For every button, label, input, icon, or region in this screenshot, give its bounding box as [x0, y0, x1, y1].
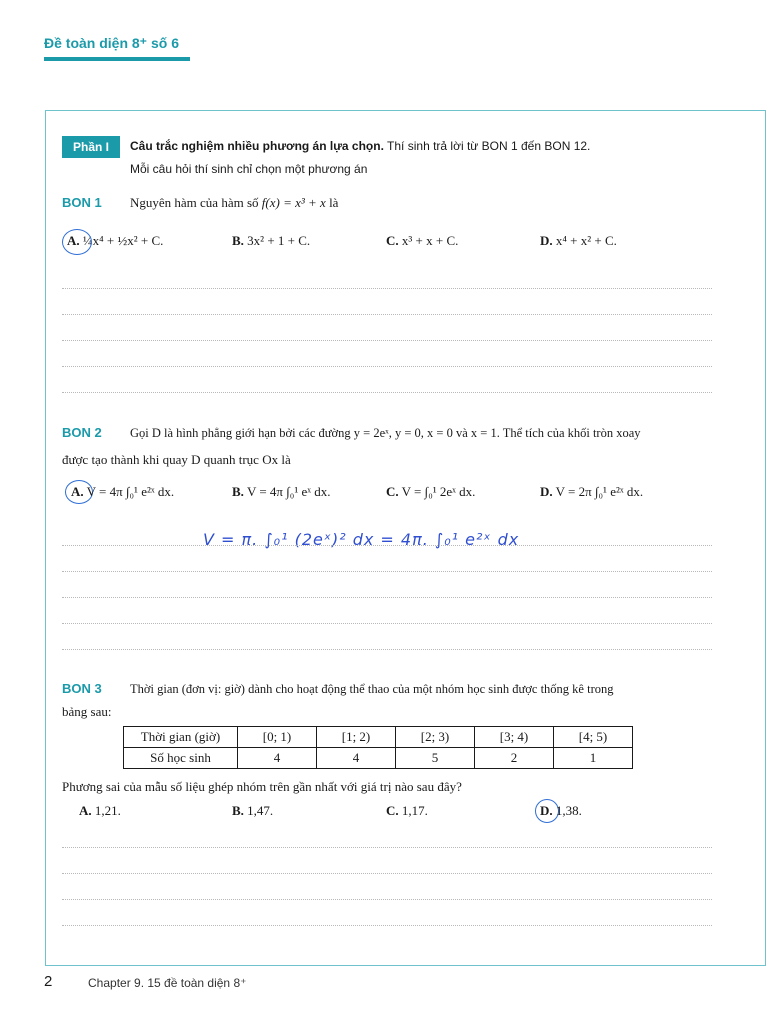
- answer-line: [62, 847, 712, 848]
- table-cell: [4; 5): [554, 727, 633, 748]
- option-a[interactable]: [71, 484, 174, 500]
- question-stem-1: [130, 195, 338, 211]
- table-cell: 2: [475, 748, 554, 769]
- option-text: 1,47.: [247, 803, 274, 818]
- table-cell: 5: [396, 748, 475, 769]
- table-cell: 1: [554, 748, 633, 769]
- table-cell: Số học sinh: [124, 748, 238, 769]
- question-stem-2-line1: Gọi D là hình phẳng giới hạn bởi các đường y = 2eˣ, y = 0, x = 0 và x = 1. Thể tích của khối tròn xoay: [130, 426, 641, 440]
- answer-line: [62, 545, 712, 546]
- answer-line: [62, 571, 712, 572]
- option-letter: C.: [386, 803, 399, 818]
- option-text: x⁴ + x² + C.: [555, 233, 617, 248]
- option-b[interactable]: [232, 233, 310, 249]
- answer-line: [62, 925, 712, 926]
- question-stem-3-line1: Thời gian (đơn vị: giờ) dành cho hoạt động thể thao của một nhóm học sinh được thống kê trong: [130, 682, 614, 696]
- option-letter: D.: [540, 803, 553, 818]
- answer-line: [62, 340, 712, 341]
- footer-text: Chapter 9. 15 đề toàn diện 8⁺: [88, 976, 247, 990]
- page-number: 2: [44, 973, 53, 990]
- question-label-2: BON 2: [62, 425, 102, 440]
- part-title-bold: Câu trắc nghiệm nhiều phương án lựa chọn.: [130, 139, 384, 153]
- answer-line: [62, 366, 712, 367]
- option-text: V = 4π ∫₀¹ eˣ dx.: [246, 484, 331, 499]
- stem-end: là: [329, 195, 339, 210]
- answer-line: [62, 314, 712, 315]
- table-cell: [0; 1): [238, 727, 317, 748]
- table-cell: 4: [317, 748, 396, 769]
- part-badge: Phần I: [62, 136, 120, 158]
- option-text: 1,38.: [555, 803, 582, 818]
- page-title: Đề toàn diện 8⁺ số 6: [44, 35, 179, 51]
- option-letter: B.: [232, 803, 244, 818]
- table-row: [124, 727, 633, 748]
- option-letter: A.: [67, 233, 80, 248]
- option-c[interactable]: [386, 803, 428, 819]
- option-letter: B.: [232, 233, 244, 248]
- question-stem-2-line2: được tạo thành khi quay D quanh trục Ox là: [62, 452, 291, 467]
- part-subtitle: Mỗi câu hỏi thí sinh chỉ chọn một phương án: [130, 162, 368, 176]
- table-cell: [3; 4): [475, 727, 554, 748]
- option-b[interactable]: [232, 803, 273, 819]
- handwritten-solution: V = π. ∫₀¹ (2eˣ)² dx = 4π. ∫₀¹ e²ˣ dx: [203, 530, 520, 549]
- answer-line: [62, 623, 712, 624]
- option-letter: C.: [386, 484, 399, 499]
- frequency-table: [123, 726, 633, 769]
- stem-expression: f(x) = x³ + x: [261, 195, 326, 210]
- option-text: x³ + x + C.: [401, 233, 459, 248]
- option-letter: D.: [540, 233, 553, 248]
- answer-line: [62, 899, 712, 900]
- stem-text: Nguyên hàm của hàm số: [130, 195, 259, 210]
- option-text: V = 2π ∫₀¹ e²ˣ dx.: [555, 484, 644, 499]
- option-letter: A.: [71, 484, 84, 499]
- option-a[interactable]: [79, 803, 121, 819]
- answer-circle-mark: [62, 229, 92, 255]
- question-stem-3-line2: bảng sau:: [62, 704, 112, 719]
- option-letter: B.: [232, 484, 244, 499]
- option-c[interactable]: [386, 233, 458, 249]
- answer-line: [62, 392, 712, 393]
- question-label-1: BON 1: [62, 195, 102, 210]
- option-text: 1,21.: [94, 803, 121, 818]
- option-text: V = 4π ∫₀¹ e²ˣ dx.: [86, 484, 175, 499]
- option-d[interactable]: [540, 484, 643, 500]
- title-underline: [44, 57, 190, 61]
- question-label-3: BON 3: [62, 681, 102, 696]
- option-c[interactable]: [386, 484, 475, 500]
- answer-line: [62, 288, 712, 289]
- option-letter: D.: [540, 484, 553, 499]
- option-letter: A.: [79, 803, 92, 818]
- option-text: V = ∫₀¹ 2eˣ dx.: [401, 484, 476, 499]
- option-text: 1,17.: [401, 803, 428, 818]
- option-letter: C.: [386, 233, 399, 248]
- option-b[interactable]: [232, 484, 331, 500]
- table-cell: 4: [238, 748, 317, 769]
- table-row: [124, 748, 633, 769]
- table-cell: [2; 3): [396, 727, 475, 748]
- option-d[interactable]: [540, 233, 617, 249]
- part-title: [130, 139, 590, 153]
- option-text: 3x² + 1 + C.: [247, 233, 311, 248]
- answer-line: [62, 649, 712, 650]
- table-cell: [1; 2): [317, 727, 396, 748]
- option-d[interactable]: [540, 803, 582, 819]
- part-title-rest: Thí sinh trả lời từ BON 1 đến BON 12.: [383, 139, 591, 153]
- question-text-3: Phương sai của mẫu số liệu ghép nhóm trên gần nhất với giá trị nào sau đây?: [62, 779, 462, 794]
- answer-line: [62, 873, 712, 874]
- option-text: ¼x⁴ + ½x² + C.: [82, 233, 164, 248]
- answer-line: [62, 597, 712, 598]
- table-cell: Thời gian (giờ): [124, 727, 238, 748]
